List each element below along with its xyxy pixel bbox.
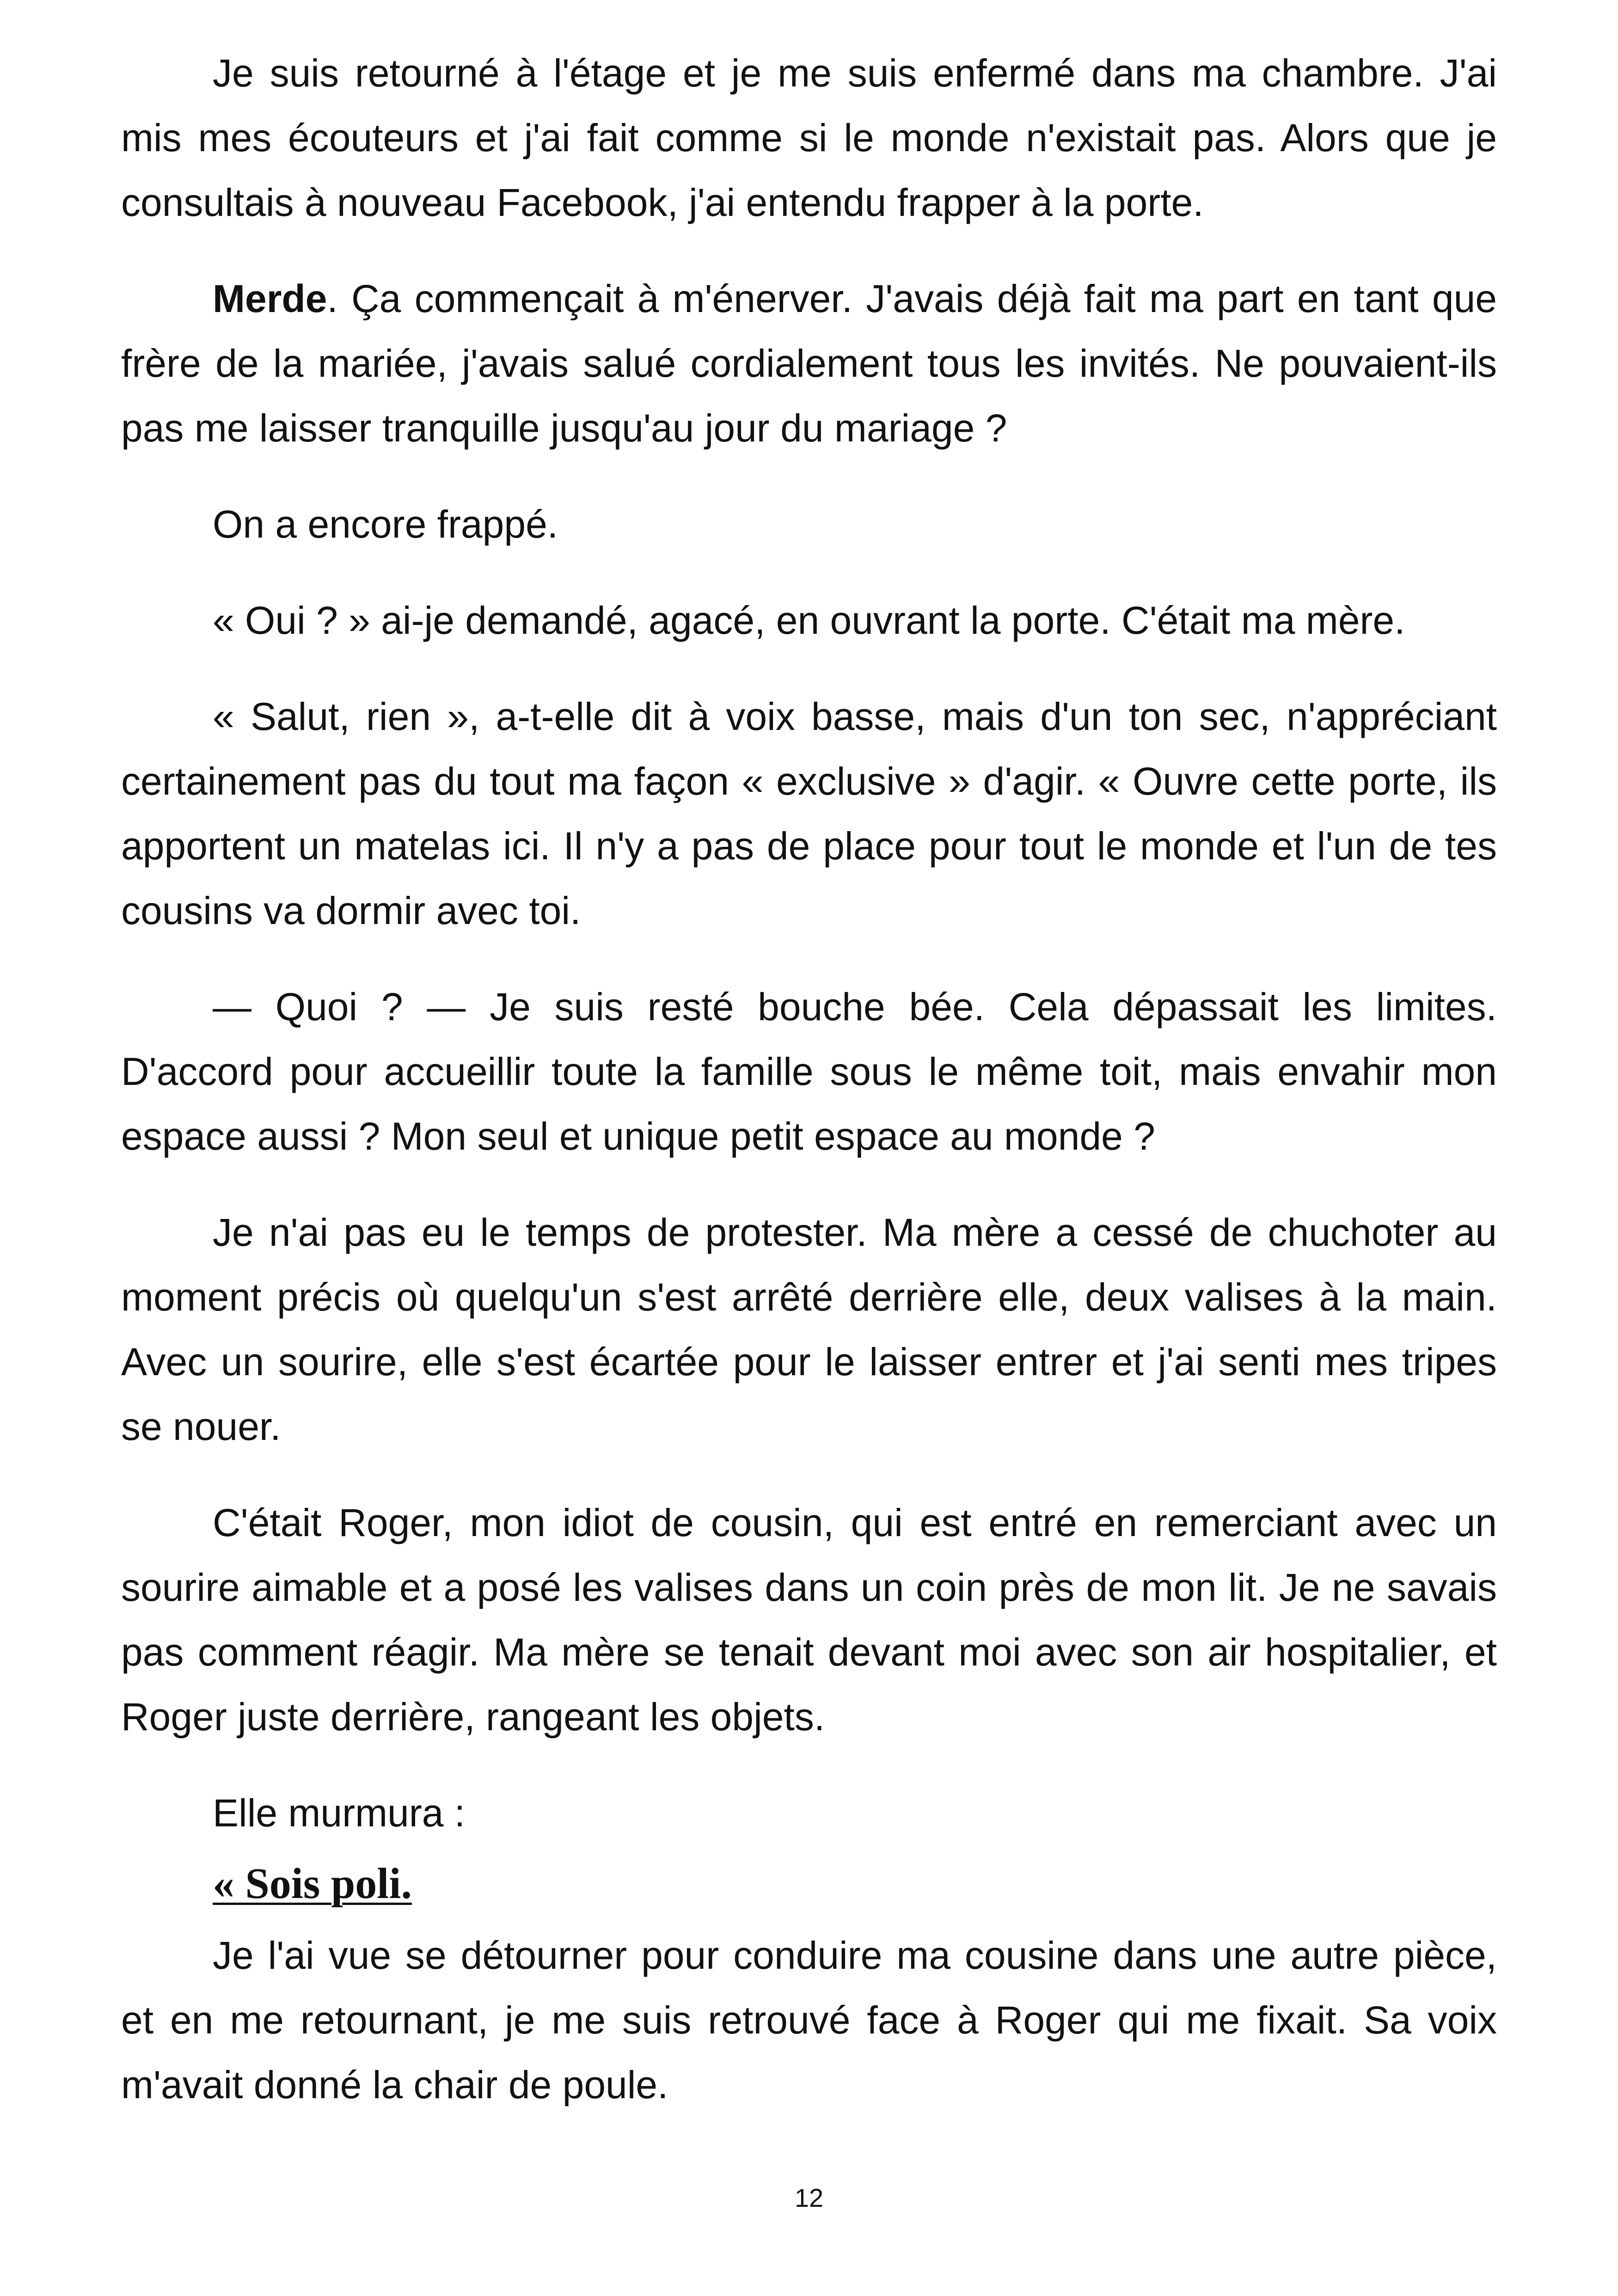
paragraph-6: — Quoi ? — Je suis resté bouche bée. Cela dépassait les limites. D'accord pour accueillir toute la famille sous le même toit, mais envahir mon espace aussi ? Mon seul et unique petit espace au monde ? (121, 985, 1497, 1158)
paragraph-1: Je suis retourné à l'étage et je me suis enfermé dans ma chambre. J'ai mis mes écouteurs et j'ai fait comme si le monde n'existait pas. Alors que je consultais à nouveau Facebook, j'ai entendu frapper à la porte. (121, 51, 1497, 224)
paragraph-2-text: . Ça commençait à m'énerver. J'avais déjà fait ma part en tant que frère de la mariée, j'avais salué cordialement tous les invités. Ne pouvaient-ils pas me laisser tranquille jusqu'au jour du mariage ? (121, 277, 1497, 450)
paragraph-2 (121, 266, 1497, 460)
paragraph-8: C'était Roger, mon idiot de cousin, qui est entré en remerciant avec un sourire aimable et a posé les valises dans un coin près de mon lit. Je ne savais pas comment réagir. Ma mère se tenait devant moi avec son air hospitalier, et Roger juste derrière, rangeant les objets. (121, 1501, 1497, 1739)
paragraph-9: Elle murmura : (213, 1791, 466, 1835)
emphasis-line: « Sois poli. (213, 1860, 412, 1908)
paragraph-5: « Salut, rien », a-t-elle dit à voix basse, mais d'un ton sec, n'appréciant certainement pas du tout ma façon « exclusive » d'agir. « Ouvre cette porte, ils apportent un matelas ici. Il n'y a pas de place pour tout le monde et l'un de tes cousins va dormir avec toi. (121, 695, 1497, 932)
body-text (121, 41, 1497, 2117)
paragraph-4: « Oui ? » ai-je demandé, agacé, en ouvrant la porte. C'était ma mère. (213, 599, 1405, 642)
paragraph-7: Je n'ai pas eu le temps de protester. Ma mère a cessé de chuchoter au moment précis où quelqu'un s'est arrêté derrière elle, deux valises à la main. Avec un sourire, elle s'est écartée pour le laisser entrer et j'ai senti mes tripes se nouer. (121, 1211, 1497, 1448)
page-number: 12 (794, 2183, 824, 2212)
paragraph-3: On a encore frappé. (213, 502, 558, 546)
final-paragraph: Je l'ai vue se détourner pour conduire ma cousine dans une autre pièce, et en me retournant, je me suis retrouvé face à Roger qui me fixait. Sa voix m'avait donné la chair de poule. (121, 1934, 1497, 2106)
bold-interjection: Merde (213, 277, 327, 320)
